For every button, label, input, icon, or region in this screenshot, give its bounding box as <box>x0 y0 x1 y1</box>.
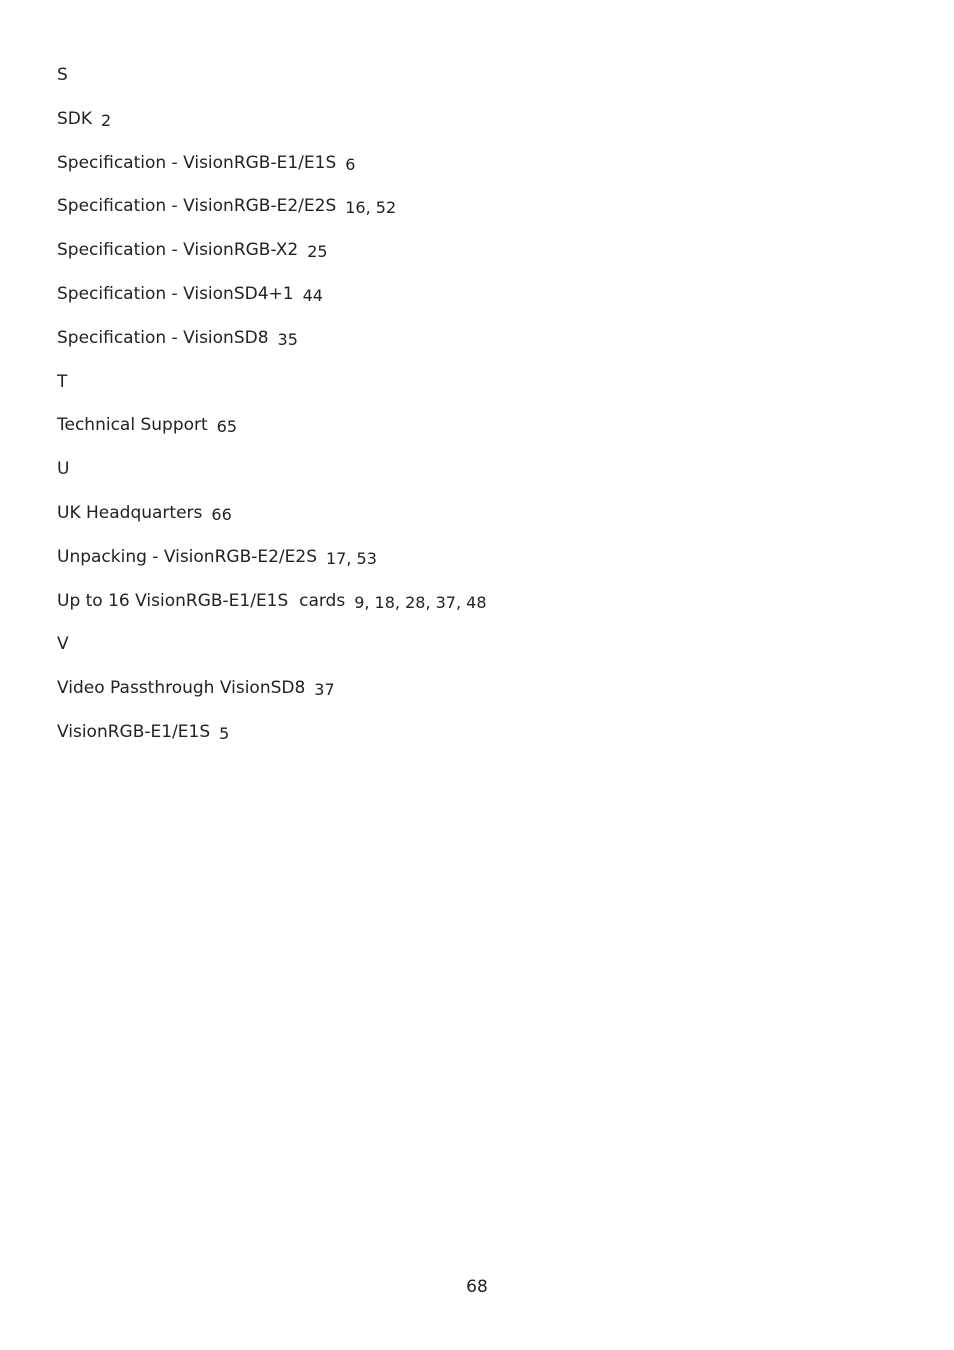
index-entry <box>57 677 897 721</box>
index-letter-heading <box>57 64 897 108</box>
entry-term: Up to 16 VisionRGB-E1/E1S cards <box>57 590 346 611</box>
index-entry <box>57 108 897 152</box>
index-entry <box>57 152 897 196</box>
entry-pages: 9, 18, 28, 37, 48 <box>354 592 487 612</box>
entry-pages: 65 <box>216 417 238 437</box>
index-letter-heading <box>57 371 897 415</box>
entry-pages: 25 <box>307 242 328 262</box>
entry-term: Specification - VisionRGB-X2 <box>57 240 299 261</box>
entry-pages: 5 <box>219 723 230 743</box>
entry-term: UK Headquarters <box>57 502 203 523</box>
index-entry <box>57 283 897 327</box>
index-entry <box>57 502 897 546</box>
entry-term: Specification - VisionSD8 <box>57 327 269 348</box>
index-letter-heading <box>57 458 897 502</box>
entry-pages: 16, 52 <box>345 198 397 218</box>
index-entry <box>57 721 897 765</box>
index-entry <box>57 195 897 239</box>
entry-term: Specification - VisionRGB-E2/E2S <box>57 196 337 217</box>
entry-pages: 66 <box>211 504 232 524</box>
index-entry <box>57 327 897 371</box>
letter-label: S <box>57 65 68 85</box>
entry-term: Technical Support <box>57 415 208 436</box>
entry-term: Specification - VisionSD4+1 <box>57 283 294 304</box>
entry-pages: 17, 53 <box>326 548 377 568</box>
index-list <box>57 64 897 765</box>
entry-pages: 2 <box>101 110 112 130</box>
entry-pages: 6 <box>345 154 356 174</box>
index-entry <box>57 239 897 283</box>
index-entry <box>57 546 897 590</box>
entry-pages: 35 <box>277 329 298 349</box>
index-entry <box>57 590 897 634</box>
entry-term: Specification - VisionRGB-E1/E1S <box>57 152 337 173</box>
letter-label: U <box>57 459 70 480</box>
page-number: 68 <box>466 1277 488 1297</box>
entry-term: Unpacking - VisionRGB-E2/E2S <box>57 546 317 567</box>
entry-pages: 44 <box>302 285 323 305</box>
letter-label: V <box>57 634 69 655</box>
entry-pages: 37 <box>314 680 335 700</box>
entry-term: SDK <box>57 108 93 129</box>
index-entry <box>57 414 897 458</box>
letter-label: T <box>57 371 68 392</box>
index-letter-heading <box>57 633 897 677</box>
entry-term: Video Passthrough VisionSD8 <box>57 678 306 699</box>
entry-term: VisionRGB-E1/E1S <box>57 721 211 742</box>
